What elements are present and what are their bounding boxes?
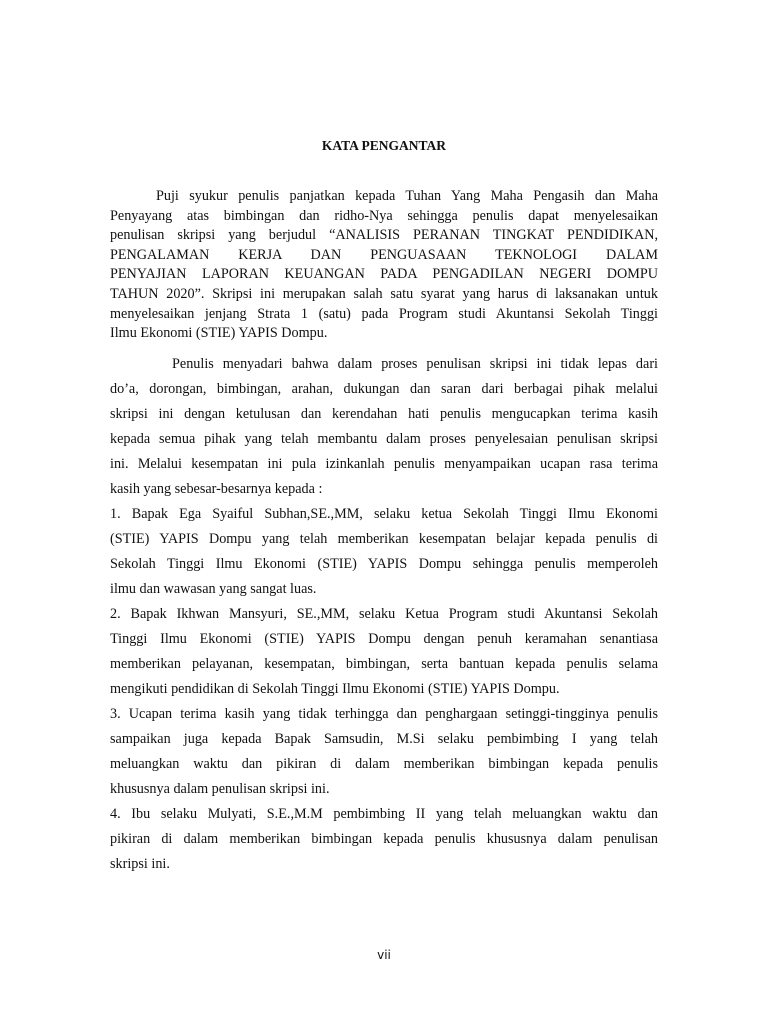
- paragraph-line: Ilmu Ekonomi (STIE) YAPIS Dompu.: [110, 325, 328, 342]
- list-item-line: (STIE) YAPIS Dompu yang telah memberikan kesempatan belajar kepada penulis di: [110, 531, 658, 547]
- list-item-line: 4. Ibu selaku Mulyati, S.E.,M.M pembimbing II yang telah meluangkan waktu dan: [110, 806, 658, 822]
- list-item-line: skripsi ini.: [110, 856, 170, 872]
- list-item-line: mengikuti pendidikan di Sekolah Tinggi Ilmu Ekonomi (STIE) YAPIS Dompu.: [110, 681, 560, 697]
- list-item-line: 1. Bapak Ega Syaiful Subhan,SE.,MM, selaku ketua Sekolah Tinggi Ilmu Ekonomi: [110, 506, 658, 522]
- paragraph-line: Puji syukur penulis panjatkan kepada Tuhan Yang Maha Pengasih dan Maha: [156, 188, 658, 204]
- list-item-line: meluangkan waktu dan pikiran di dalam memberikan bimbingan kepada penulis: [110, 756, 658, 772]
- list-item-line: pikiran di dalam memberikan bimbingan kepada penulis khususnya dalam penulisan: [110, 831, 658, 847]
- list-item-line: 3. Ucapan terima kasih yang tidak terhingga dan penghargaan setinggi-tingginya penulis: [110, 706, 658, 722]
- list-item-line: memberikan pelayanan, kesempatan, bimbingan, serta bantuan kepada penulis selama: [110, 656, 658, 672]
- list-item-line: 2. Bapak Ikhwan Mansyuri, SE.,MM, selaku Ketua Program studi Akuntansi Sekolah: [110, 606, 658, 622]
- list-item-line: khususnya dalam penulisan skripsi ini.: [110, 781, 330, 797]
- paragraph-line: Penyayang atas bimbingan dan ridho-Nya sehingga penulis dapat menyelesaikan: [110, 207, 658, 224]
- paragraph-line: kasih yang sebesar-besarnya kepada :: [110, 481, 323, 497]
- paragraph-line: ini. Melalui kesempatan ini pula izinkanlah penulis menyampaikan ucapan rasa terima: [110, 456, 658, 472]
- paragraph-line: PENGALAMAN KERJA DAN PENGUASAAN TEKNOLOGI DALAM: [110, 246, 658, 263]
- acknowledgement-paragraph: [110, 352, 658, 877]
- list-item-line: sampaikan juga kepada Bapak Samsudin, M.Si selaku pembimbing I yang telah: [110, 731, 658, 747]
- paragraph-line: skripsi ini dengan ketulusan dan kerendahan hati penulis mengucapkan terima kasih: [110, 406, 658, 422]
- paragraph-line: do’a, dorongan, bimbingan, arahan, dukungan dan saran dari berbagai pihak melalui: [110, 381, 658, 397]
- paragraph-line: PENYAJIAN LAPORAN KEUANGAN PADA PENGADILAN NEGERI DOMPU: [110, 266, 658, 283]
- list-item-line: ilmu dan wawasan yang sangat luas.: [110, 581, 317, 597]
- paragraph-line: kepada semua pihak yang telah membantu dalam proses penyelesaian penulisan skripsi: [110, 431, 658, 447]
- list-item-line: Tinggi Ilmu Ekonomi (STIE) YAPIS Dompu dengan penuh keramahan senantiasa: [110, 631, 658, 647]
- list-item-line: Sekolah Tinggi Ilmu Ekonomi (STIE) YAPIS Dompu sehingga penulis memperoleh: [110, 556, 658, 572]
- page-title: KATA PENGANTAR: [321, 138, 447, 153]
- page-number: vii: [377, 948, 391, 962]
- paragraph-line: menyelesaikan jenjang Strata 1 (satu) pada Program studi Akuntansi Sekolah Tinggi: [110, 305, 658, 322]
- paragraph-line: TAHUN 2020”. Skripsi ini merupakan salah satu syarat yang harus di laksanakan untuk: [110, 285, 658, 302]
- paragraph-line: penulisan skripsi yang berjudul “ANALISIS PERANAN TINGKAT PENDIDIKAN,: [110, 227, 658, 244]
- intro-paragraph: [110, 187, 658, 344]
- paragraph-line: Penulis menyadari bahwa dalam proses penulisan skripsi ini tidak lepas dari: [172, 356, 658, 372]
